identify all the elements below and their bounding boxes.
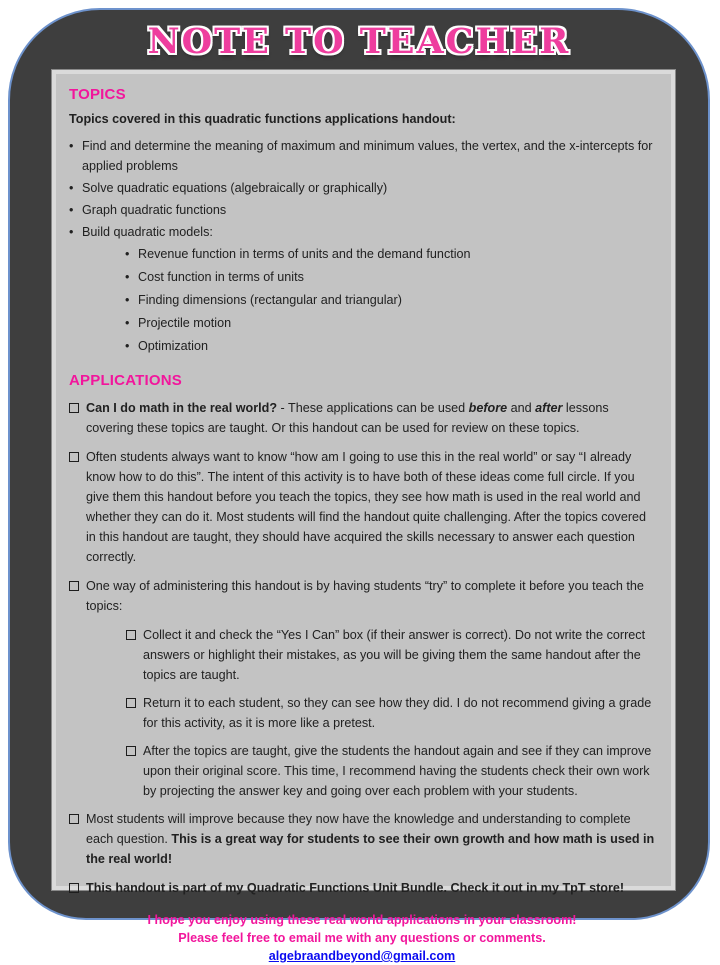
topic-sub-bullet bbox=[69, 313, 655, 333]
checkbox-icon bbox=[69, 403, 79, 413]
application-item bbox=[69, 447, 655, 567]
topic-sub-bullet bbox=[69, 290, 655, 310]
application-text: Often students always want to know “how am I going to use this in the real world” or say “I already know how to do this”. The intent of this activity is to have both of these ideas come full circle. If you give them this handout before you teach the topics, they see how math is used in the real world and whether they can do it. Most students will find the handout quite challenging. After the topics covered in this handout are taught, they should have acquired the skills necessary to answer each question correctly. bbox=[86, 450, 647, 564]
application-text: One way of administering this handout is by having students “try” to complete it before you teach the topics: bbox=[86, 579, 644, 613]
bullet-icon: • bbox=[125, 247, 130, 261]
topic-text: Find and determine the meaning of maximum and minimum values, the vertex, and the x-intercepts for applied problems bbox=[82, 139, 653, 173]
application-sub-item bbox=[69, 625, 655, 685]
bullet-icon: • bbox=[125, 316, 130, 330]
topic-text: Graph quadratic functions bbox=[82, 203, 227, 217]
application-item bbox=[69, 576, 655, 616]
application-text: This handout is part of my Quadratic Functions Unit Bundle. Check it out in my TpT store! bbox=[86, 881, 625, 895]
application-sub-item bbox=[69, 693, 655, 733]
checkbox-icon bbox=[69, 452, 79, 462]
topics-intro: Topics covered in this quadratic functions applications handout: bbox=[69, 112, 456, 126]
topic-text: Cost function in terms of units bbox=[138, 270, 304, 284]
topic-text: Finding dimensions (rectangular and triangular) bbox=[138, 293, 402, 307]
footer-line-2: Please feel free to email me with any questions or comments. bbox=[178, 931, 546, 945]
bullet-icon: • bbox=[69, 139, 74, 153]
bullet-icon: • bbox=[69, 225, 74, 239]
checkbox-icon bbox=[69, 814, 79, 824]
application-item bbox=[69, 398, 655, 438]
application-text: After the topics are taught, give the students the handout again and see if they can improve upon their original score. This time, I recommend having the students check their own work by projecting the answer key and going over each problem with your students. bbox=[143, 744, 652, 798]
topic-bullet bbox=[69, 222, 655, 242]
topic-text: Optimization bbox=[138, 339, 208, 353]
checkbox-icon bbox=[126, 746, 136, 756]
bullet-icon: • bbox=[125, 270, 130, 284]
topic-sub-bullet bbox=[69, 267, 655, 287]
topic-sub-bullet bbox=[69, 244, 655, 264]
application-sub-item bbox=[69, 741, 655, 801]
topic-bullet bbox=[69, 136, 655, 176]
bullet-icon: • bbox=[69, 181, 74, 195]
application-text: Collect it and check the “Yes I Can” box (if their answer is correct). Do not write the correct answers or highlight their mistakes, as you will be giving them the same handout after the topics are taught. bbox=[143, 628, 646, 682]
application-item bbox=[69, 878, 655, 898]
topic-text: Solve quadratic equations (algebraically or graphically) bbox=[82, 181, 388, 195]
topic-text: Revenue function in terms of units and the demand function bbox=[138, 247, 471, 261]
page-title: NOTE TO TEACHER bbox=[147, 21, 571, 62]
application-text: Return it to each student, so they can see how they did. I do not recommend giving a grade for this activity, as it is more like a pretest. bbox=[143, 696, 652, 730]
bullet-icon: • bbox=[69, 203, 74, 217]
topic-text: Projectile motion bbox=[138, 316, 232, 330]
applications-list bbox=[69, 398, 655, 898]
checkbox-icon bbox=[126, 698, 136, 708]
email-link[interactable]: algebraandbeyond@gmail.com bbox=[268, 949, 456, 963]
application-item bbox=[69, 809, 655, 869]
application-text: Most students will improve because they now have the knowledge and understanding to complete each question. This is a great way for students to see their own growth and how math is used in the real world! bbox=[86, 812, 655, 866]
footer-line-1: I hope you enjoy using these real world applications in your classroom! bbox=[147, 913, 577, 927]
topic-bullet bbox=[69, 178, 655, 198]
topic-sub-bullet bbox=[69, 336, 655, 356]
note-card bbox=[8, 8, 710, 963]
topics-heading: TOPICS bbox=[69, 86, 126, 103]
checkbox-icon bbox=[69, 581, 79, 591]
footer-note bbox=[69, 911, 655, 965]
checkbox-icon bbox=[126, 630, 136, 640]
bullet-icon: • bbox=[125, 293, 130, 307]
topics-list bbox=[69, 136, 655, 356]
application-text: Can I do math in the real world? - These applications can be used before and after lessons covering these topics are taught. Or this handout can be used for review on these topics. bbox=[86, 401, 609, 435]
applications-heading: APPLICATIONS bbox=[69, 372, 182, 389]
bullet-icon: • bbox=[125, 339, 130, 353]
topic-bullet bbox=[69, 200, 655, 220]
topic-text: Build quadratic models: bbox=[82, 225, 213, 239]
content-panel bbox=[52, 70, 675, 963]
checkbox-icon bbox=[69, 883, 79, 893]
